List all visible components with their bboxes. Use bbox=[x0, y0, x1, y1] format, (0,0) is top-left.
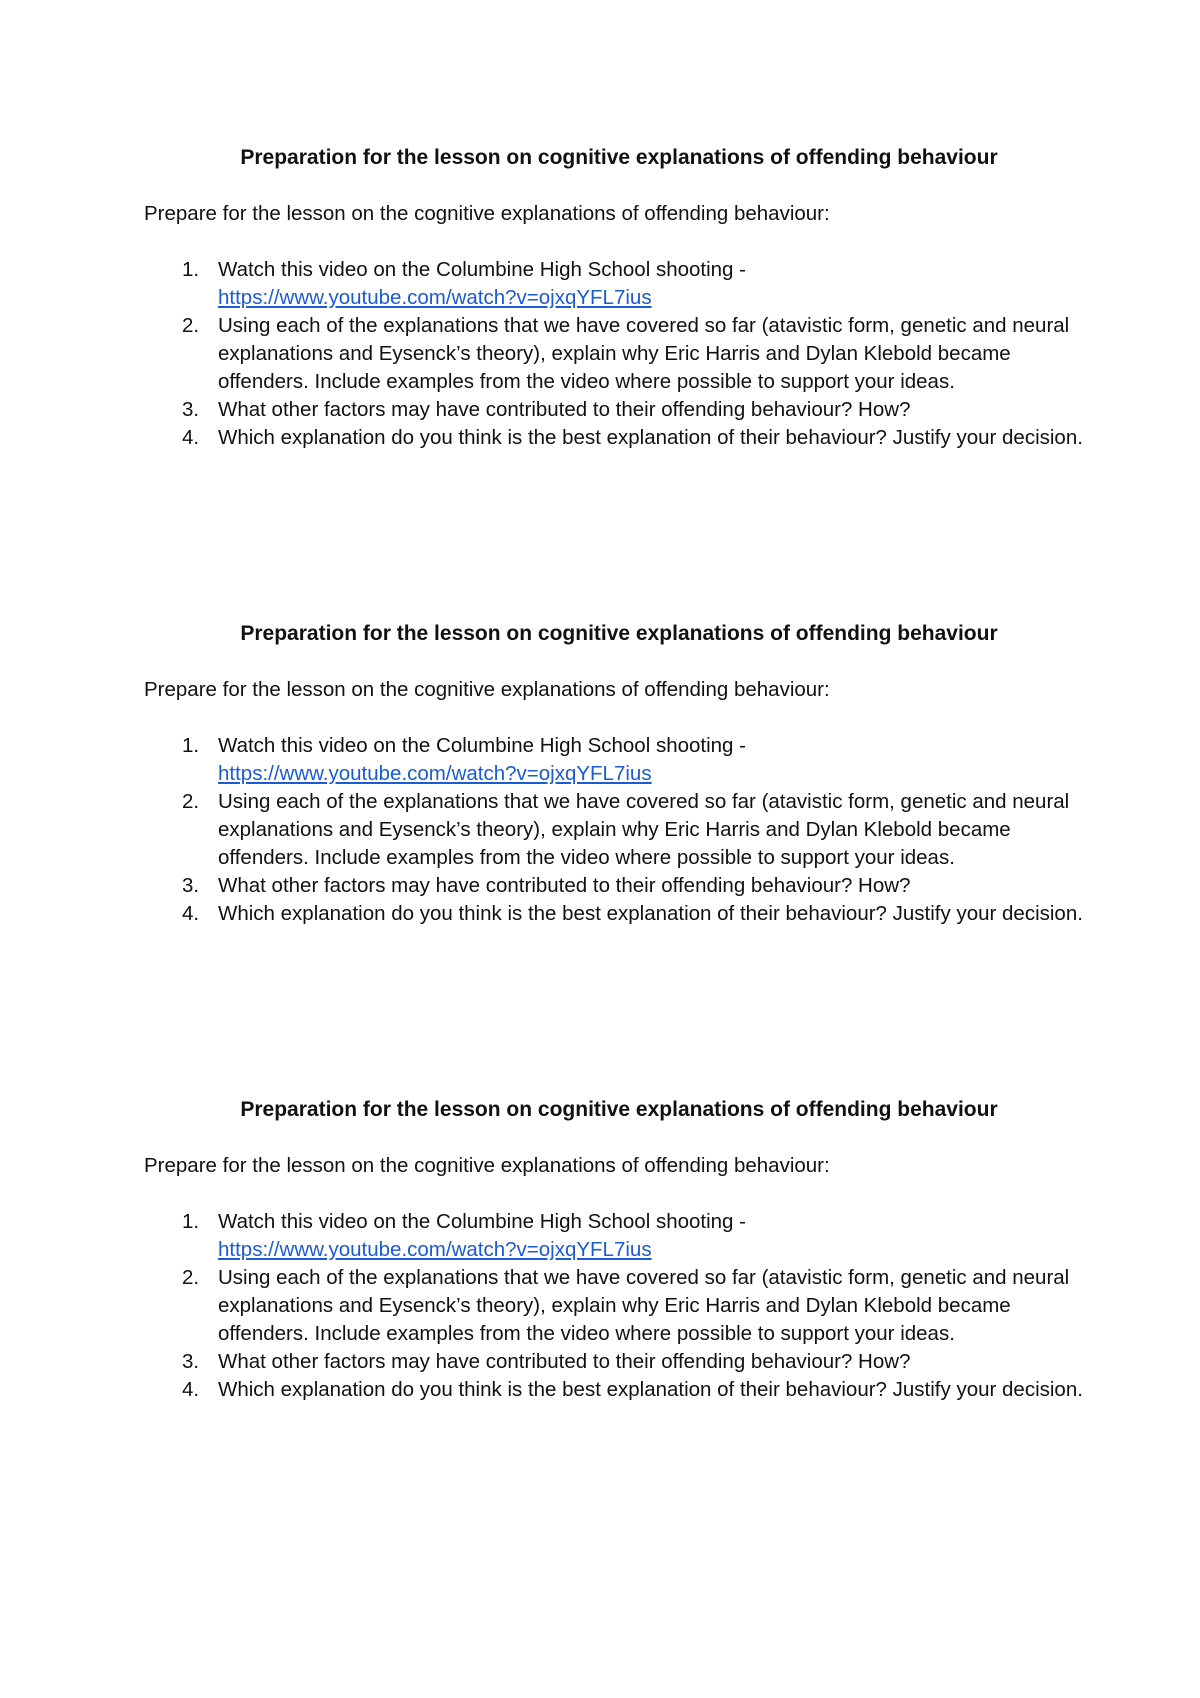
list-item bbox=[144, 788, 1094, 872]
section-intro: Prepare for the lesson on the cognitive explanations of offending behaviour: bbox=[144, 678, 830, 701]
list-number: 1. bbox=[182, 1210, 200, 1233]
section-heading: Preparation for the lesson on cognitive explanations of offending behaviour bbox=[240, 622, 998, 645]
video-link[interactable]: https://www.youtube.com/watch?v=ojxqYFL7ius bbox=[218, 1238, 652, 1261]
video-link[interactable]: https://www.youtube.com/watch?v=ojxqYFL7ius bbox=[218, 762, 652, 785]
list-number: 4. bbox=[182, 902, 200, 925]
list-number: 1. bbox=[182, 734, 200, 757]
lesson-section-3 bbox=[144, 1096, 1094, 1404]
list-number: 3. bbox=[182, 1350, 200, 1373]
list-item bbox=[144, 396, 1094, 424]
list-item bbox=[144, 900, 1094, 928]
steps-list bbox=[144, 732, 1094, 928]
list-item bbox=[144, 1348, 1094, 1376]
steps-list bbox=[144, 1208, 1094, 1404]
step-text: Which explanation do you think is the best explanation of their behaviour? Justify your decision. bbox=[218, 902, 1083, 925]
step-text: Which explanation do you think is the best explanation of their behaviour? Justify your decision. bbox=[218, 426, 1083, 449]
step-text: What other factors may have contributed to their offending behaviour? How? bbox=[218, 398, 911, 421]
step-text: Watch this video on the Columbine High School shooting - bbox=[218, 258, 746, 281]
list-number: 3. bbox=[182, 874, 200, 897]
list-item bbox=[144, 1208, 1094, 1264]
step-text: What other factors may have contributed to their offending behaviour? How? bbox=[218, 1350, 911, 1373]
section-heading: Preparation for the lesson on cognitive explanations of offending behaviour bbox=[240, 146, 998, 169]
list-item bbox=[144, 732, 1094, 788]
list-number: 2. bbox=[182, 1266, 200, 1289]
lesson-section-1 bbox=[144, 144, 1094, 452]
lesson-section-2 bbox=[144, 620, 1094, 928]
section-heading: Preparation for the lesson on cognitive explanations of offending behaviour bbox=[240, 1098, 998, 1121]
list-item bbox=[144, 424, 1094, 452]
section-intro: Prepare for the lesson on the cognitive explanations of offending behaviour: bbox=[144, 202, 830, 225]
video-link[interactable]: https://www.youtube.com/watch?v=ojxqYFL7ius bbox=[218, 286, 652, 309]
list-item bbox=[144, 256, 1094, 312]
list-item bbox=[144, 1376, 1094, 1404]
steps-list bbox=[144, 256, 1094, 452]
list-number: 1. bbox=[182, 258, 200, 281]
step-text: Which explanation do you think is the best explanation of their behaviour? Justify your decision. bbox=[218, 1378, 1083, 1401]
list-item bbox=[144, 312, 1094, 396]
list-number: 2. bbox=[182, 314, 200, 337]
list-number: 4. bbox=[182, 426, 200, 449]
step-text: Using each of the explanations that we have covered so far (atavistic form, genetic and neural explanations and Eysenck’s theory), explain why Eric Harris and Dylan Klebold became offenders. Include examples from the video where possible to support your ideas. bbox=[218, 1266, 1070, 1345]
section-intro: Prepare for the lesson on the cognitive explanations of offending behaviour: bbox=[144, 1154, 830, 1177]
step-text: What other factors may have contributed to their offending behaviour? How? bbox=[218, 874, 911, 897]
list-number: 2. bbox=[182, 790, 200, 813]
list-number: 4. bbox=[182, 1378, 200, 1401]
step-text: Watch this video on the Columbine High School shooting - bbox=[218, 1210, 746, 1233]
list-number: 3. bbox=[182, 398, 200, 421]
step-text: Watch this video on the Columbine High School shooting - bbox=[218, 734, 746, 757]
list-item bbox=[144, 872, 1094, 900]
step-text: Using each of the explanations that we have covered so far (atavistic form, genetic and neural explanations and Eysenck’s theory), explain why Eric Harris and Dylan Klebold became offenders. Include examples from the video where possible to support your ideas. bbox=[218, 314, 1070, 393]
step-text: Using each of the explanations that we have covered so far (atavistic form, genetic and neural explanations and Eysenck’s theory), explain why Eric Harris and Dylan Klebold became offenders. Include examples from the video where possible to support your ideas. bbox=[218, 790, 1070, 869]
list-item bbox=[144, 1264, 1094, 1348]
